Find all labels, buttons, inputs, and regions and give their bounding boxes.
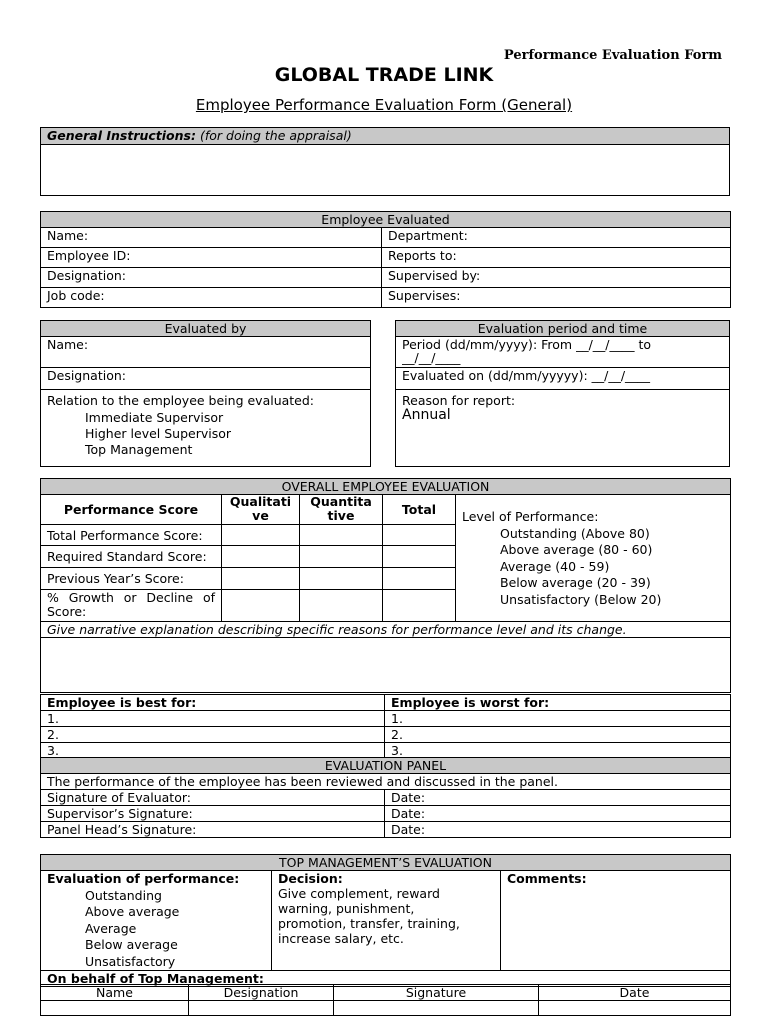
level-label: Level of Performance:: [462, 509, 599, 524]
level-unsatisfactory: Unsatisfactory (Below 20): [500, 591, 662, 607]
level-above-average: Above average (80 - 60): [500, 542, 653, 557]
signatory-table: [40, 984, 731, 1016]
worst-for-2[interactable]: 2.: [385, 727, 731, 743]
relation-option-top[interactable]: Top Management: [85, 442, 193, 457]
evaluation-period-table: [395, 320, 730, 467]
narrative-field[interactable]: [41, 638, 731, 693]
designation-field[interactable]: Designation:: [41, 268, 382, 288]
evaluated-by-table: [40, 320, 371, 467]
col-quantitative-line-1: Quantita: [310, 494, 372, 509]
relation-cell: [41, 390, 371, 467]
signatory-date-field[interactable]: [539, 1001, 731, 1016]
total-total-field[interactable]: [383, 525, 456, 546]
top-management-table: [40, 854, 731, 987]
department-field[interactable]: Department:: [382, 228, 731, 248]
reason-value: Annual: [402, 407, 451, 423]
growth-quantitative-field[interactable]: [300, 590, 383, 622]
evaluator-signature-field[interactable]: Signature of Evaluator:: [41, 790, 385, 806]
panel-heading: EVALUATION PANEL: [41, 758, 731, 774]
col-signature: Signature: [334, 985, 539, 1001]
col-designation: Designation: [189, 985, 334, 1001]
overall-heading: OVERALL EMPLOYEE EVALUATION: [41, 479, 731, 495]
comments-cell[interactable]: [501, 871, 731, 971]
col-qualitative-line-2: ve: [252, 508, 269, 523]
level-average: Average (40 - 59): [500, 558, 610, 574]
decision-line-4: increase salary, etc.: [278, 931, 404, 946]
instructions-label: General Instructions:: [47, 128, 196, 143]
growth-line-1: % Growth or Decline of: [47, 590, 215, 605]
job-code-field[interactable]: Job code:: [41, 288, 382, 308]
best-for-3[interactable]: 3.: [41, 743, 385, 759]
relation-option-higher[interactable]: Higher level Supervisor: [85, 426, 232, 441]
on-behalf-label: On behalf of Top Management:: [41, 971, 731, 987]
eval-option-unsatisfactory[interactable]: Unsatisfactory: [85, 953, 176, 969]
decision-cell[interactable]: [272, 871, 501, 971]
row-required-score-label: Required Standard Score:: [41, 546, 222, 568]
col-date: Date: [539, 985, 731, 1001]
total-quantitative-field[interactable]: [300, 525, 383, 546]
worst-for-1[interactable]: 1.: [385, 711, 731, 727]
company-name: GLOBAL TRADE LINK: [274, 64, 494, 86]
signatory-name-field[interactable]: [41, 1001, 189, 1016]
growth-line-2: Score:: [47, 604, 87, 619]
relation-label: Relation to the employee being evaluated:: [47, 393, 315, 408]
employee-evaluated-heading: Employee Evaluated: [41, 212, 731, 228]
form-label: Performance Evaluation Form: [503, 48, 722, 63]
overall-evaluation-table: [40, 478, 731, 693]
required-total-field[interactable]: [383, 546, 456, 568]
best-worst-table: [40, 694, 731, 759]
instructions-field[interactable]: [41, 145, 730, 196]
supervised-by-field[interactable]: Supervised by:: [382, 268, 731, 288]
supervisor-date-field[interactable]: Date:: [385, 806, 731, 822]
narrative-instruction: Give narrative explanation describing specific reasons for performance level and its change.: [41, 622, 731, 638]
previous-quantitative-field[interactable]: [300, 568, 383, 590]
eval-option-above-average[interactable]: Above average: [85, 904, 180, 919]
panel-head-signature-field[interactable]: Panel Head’s Signature:: [41, 822, 385, 838]
required-quantitative-field[interactable]: [300, 546, 383, 568]
reports-to-field[interactable]: Reports to:: [382, 248, 731, 268]
decision-line-1: Give complement, reward: [278, 886, 440, 901]
reason-label: Reason for report:: [402, 393, 516, 408]
decision-label: Decision:: [278, 871, 343, 886]
best-for-2[interactable]: 2.: [41, 727, 385, 743]
evaluator-designation-field[interactable]: Designation:: [41, 368, 371, 390]
instructions-header: [41, 128, 730, 145]
eval-option-below-average[interactable]: Below average: [85, 937, 178, 952]
eval-option-average[interactable]: Average: [85, 920, 137, 936]
reason-cell[interactable]: [396, 390, 730, 467]
growth-total-field[interactable]: [383, 590, 456, 622]
previous-total-field[interactable]: [383, 568, 456, 590]
decision-line-2: warning, punishment,: [278, 901, 415, 916]
col-quantitative: [300, 495, 383, 525]
signatory-designation-field[interactable]: [189, 1001, 334, 1016]
evaluation-period-heading: Evaluation period and time: [396, 321, 730, 337]
level-outstanding: Outstanding (Above 80): [500, 525, 650, 541]
comments-label: Comments:: [507, 871, 587, 886]
col-qualitative-line-1: Qualitati: [229, 494, 292, 509]
period-field[interactable]: [396, 337, 730, 368]
employee-name-field[interactable]: Name:: [41, 228, 382, 248]
eval-of-performance-cell: [41, 871, 272, 971]
col-name: Name: [41, 985, 189, 1001]
period-line-1: Period (dd/mm/yyyy): From __/__/____ to: [402, 337, 652, 352]
evaluated-on-field[interactable]: Evaluated on (dd/mm/yyyyy): __/__/____: [396, 368, 730, 390]
eval-option-outstanding[interactable]: Outstanding: [85, 887, 162, 903]
period-line-2: __/__/____: [402, 352, 461, 365]
evaluation-panel-table: [40, 757, 731, 838]
signatory-signature-field[interactable]: [334, 1001, 539, 1016]
evaluated-by-heading: Evaluated by: [41, 321, 371, 337]
row-growth-label: [41, 590, 222, 622]
instructions-note: (for doing the appraisal): [199, 128, 352, 143]
best-for-label: Employee is best for:: [41, 695, 385, 711]
eval-of-performance-label: Evaluation of performance:: [47, 871, 240, 886]
supervises-field[interactable]: Supervises:: [382, 288, 731, 308]
relation-option-immediate[interactable]: Immediate Supervisor: [85, 410, 224, 425]
total-qualitative-field[interactable]: [222, 525, 300, 546]
col-quantitative-line-2: tive: [327, 508, 355, 523]
level-below-average: Below average (20 - 39): [500, 575, 651, 590]
evaluator-name-field[interactable]: Name:: [41, 337, 371, 368]
required-qualitative-field[interactable]: [222, 546, 300, 568]
decision-line-3: promotion, transfer, training,: [278, 916, 460, 931]
col-total: Total: [383, 495, 456, 525]
worst-for-label: Employee is worst for:: [385, 695, 731, 711]
row-previous-score-label: Previous Year’s Score:: [41, 568, 222, 590]
instructions-box: [40, 127, 730, 196]
panel-statement: The performance of the employee has been reviewed and discussed in the panel.: [41, 774, 731, 790]
worst-for-3[interactable]: 3.: [385, 743, 731, 759]
growth-qualitative-field[interactable]: [222, 590, 300, 622]
level-of-performance-cell: [456, 495, 731, 622]
supervisor-signature-field[interactable]: Supervisor’s Signature:: [41, 806, 385, 822]
top-mgmt-heading: TOP MANAGEMENT’S EVALUATION: [41, 855, 731, 871]
col-performance-score: Performance Score: [41, 495, 222, 525]
row-total-score-label: Total Performance Score:: [41, 525, 222, 546]
best-for-1[interactable]: 1.: [41, 711, 385, 727]
panel-head-date-field[interactable]: Date:: [385, 822, 731, 838]
form-title: Employee Performance Evaluation Form (General): [195, 96, 573, 114]
employee-id-field[interactable]: Employee ID:: [41, 248, 382, 268]
col-qualitative: [222, 495, 300, 525]
previous-qualitative-field[interactable]: [222, 568, 300, 590]
employee-evaluated-table: [40, 211, 731, 308]
evaluator-date-field[interactable]: Date:: [385, 790, 731, 806]
